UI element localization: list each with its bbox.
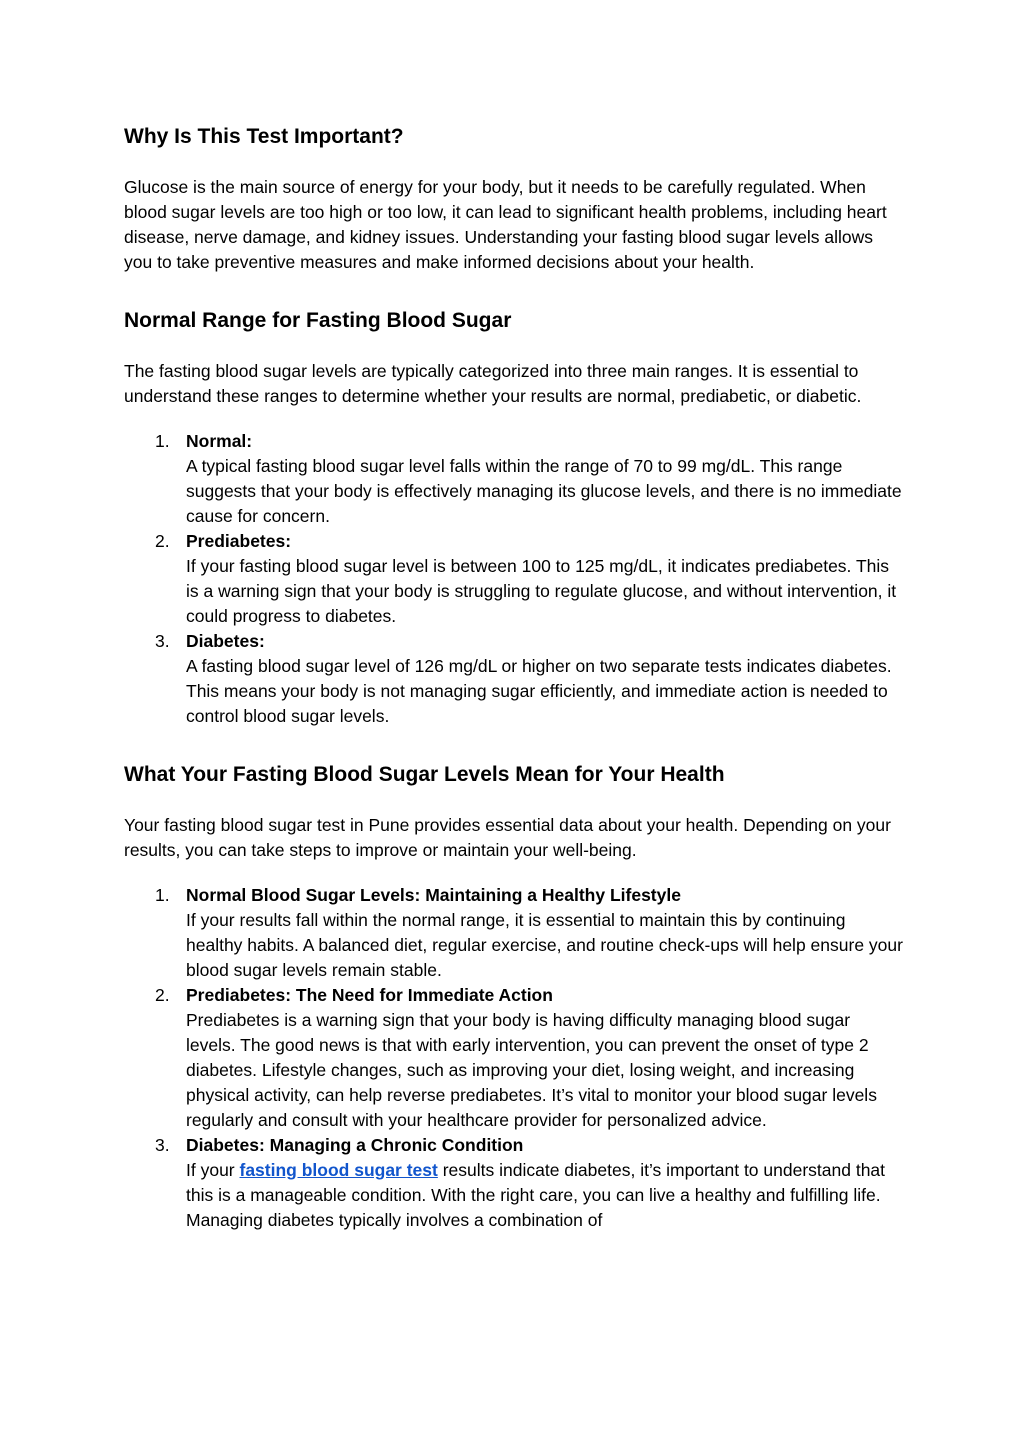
list-number: 1.: [155, 885, 170, 905]
list-item-body: Prediabetes is a warning sign that your body is having difficulty managing blood sugar levels. The good news is that with early intervention, you can prevent the onset of type 2 diabetes. Lifestyle changes, such as improving your diet, losing weight, and increasing physical activity, can help reverse prediabetes. It’s vital to monitor your blood sugar levels regularly and consult with your healthcare provider for personalized advice.: [186, 1010, 877, 1130]
list-number: 3.: [155, 631, 170, 651]
list-item-body: A fasting blood sugar level of 126 mg/dL or higher on two separate tests indicates diabetes. This means your body is not managing sugar efficiently, and immediate action is needed to control blood sugar levels.: [186, 656, 892, 726]
body-text-before-link: If your: [186, 1160, 240, 1180]
list-item-title: Prediabetes: The Need for Immediate Action: [186, 985, 553, 1005]
list-item-body: A typical fasting blood sugar level falls within the range of 70 to 99 mg/dL. This range suggests that your body is effectively managing its glucose levels, and there is no immediate cause for concern.: [186, 456, 902, 526]
list-item-body: If your fasting blood sugar level is between 100 to 125 mg/dL, it indicates prediabetes. This is a warning sign that your body is struggling to regulate glucose, and without intervention, it could progress to diabetes.: [186, 556, 897, 626]
section-heading-health-meaning: What Your Fasting Blood Sugar Levels Mean for Your Health: [124, 763, 725, 786]
list-item-title: Normal:: [186, 431, 253, 451]
list-item: [124, 983, 904, 1133]
list-item-title: Diabetes:: [186, 631, 265, 651]
list-item: [124, 883, 904, 983]
list-number: 2.: [155, 985, 170, 1005]
list-item-title: Prediabetes:: [186, 531, 292, 551]
body-text-after-link: results indicate diabetes, it’s important to understand that this is a manageable condition. With the right care, you can live a healthy and fulfilling life. Managing diabetes typically involves a combination of: [186, 1160, 886, 1230]
list-item-body: [186, 1158, 904, 1233]
list-item-title: Diabetes: Managing a Chronic Condition: [186, 1135, 524, 1155]
list-item: [124, 429, 904, 529]
list-item: [124, 629, 904, 729]
document-page: [124, 122, 904, 1233]
paragraph-ranges-intro: The fasting blood sugar levels are typically categorized into three main ranges. It is essential to understand these ranges to determine whether your results are normal, prediabetic, or diabetic.: [124, 361, 862, 406]
list-item-body: If your results fall within the normal range, it is essential to maintain this by continuing healthy habits. A balanced diet, regular exercise, and routine check-ups will help ensure your blood sugar levels remain stable.: [186, 910, 903, 980]
paragraph-glucose-importance: Glucose is the main source of energy for your body, but it needs to be carefully regulated. When blood sugar levels are too high or too low, it can lead to significant health problems, including heart disease, nerve damage, and kidney issues. Understanding your fasting blood sugar levels allows you to take preventive measures and make informed decisions about your health.: [124, 177, 887, 272]
health-meaning-list: [124, 883, 904, 1233]
section-heading-why-important: Why Is This Test Important?: [124, 125, 404, 148]
list-number: 2.: [155, 531, 170, 551]
list-number: 3.: [155, 1135, 170, 1155]
list-item-title: Normal Blood Sugar Levels: Maintaining a Healthy Lifestyle: [186, 885, 681, 905]
list-item: [124, 1133, 904, 1233]
list-number: 1.: [155, 431, 170, 451]
section-heading-normal-range: Normal Range for Fasting Blood Sugar: [124, 309, 512, 332]
fasting-blood-sugar-test-link[interactable]: fasting blood sugar test: [239, 1160, 438, 1180]
list-item: [124, 529, 904, 629]
paragraph-results-intro: Your fasting blood sugar test in Pune provides essential data about your health. Depending on your results, you can take steps to improve or maintain your well-being.: [124, 815, 891, 860]
ranges-list: [124, 429, 904, 729]
